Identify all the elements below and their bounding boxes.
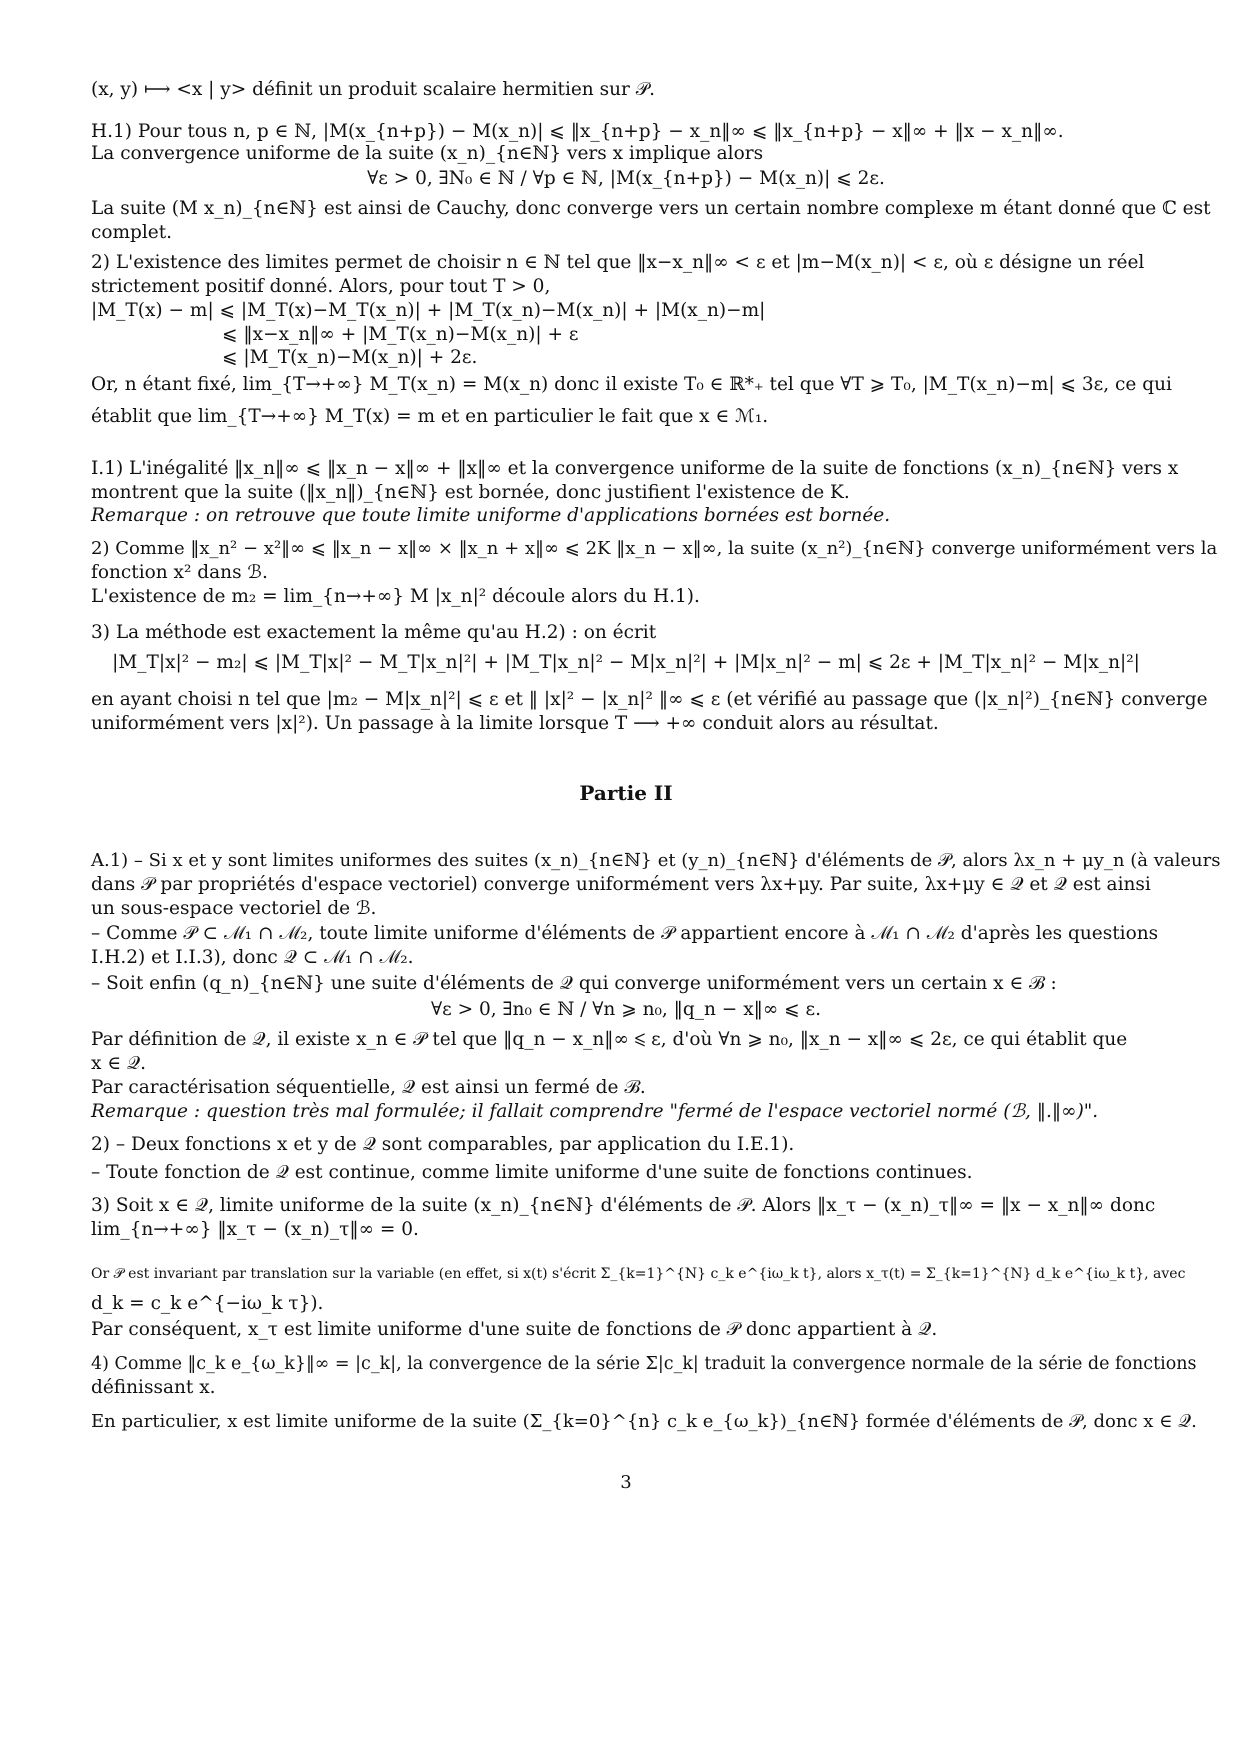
text-line: 2) Comme ‖x_n² − x²‖∞ ⩽ ‖x_n − x‖∞ × ‖x_n + x‖∞ ⩽ 2K ‖x_n − x‖∞, la suite (x_n²)_{n∈ℕ} converge uniformément vers la [91, 538, 1218, 559]
text-line: d_k = c_k e^{−iω_k τ}). [91, 1293, 324, 1314]
section-H1-line: H.1) Pour tous n, p ∈ ℕ, |M(x_{n+p}) − M(x_n)| ⩽ ‖x_{n+p} − x_n‖∞ ⩽ ‖x_{n+p} − x‖∞ + ‖x − x_n‖∞. [91, 121, 1064, 142]
remark-line: Remarque : on retrouve que toute limite uniforme d'applications bornées est bornée. [91, 505, 891, 526]
section-title: Partie II [579, 781, 673, 805]
text-line: établit que lim_{T→+∞} M_T(x) = m et en particulier le fait que x ∈ ℳ₁. [91, 406, 769, 427]
text-line: La convergence uniforme de la suite (x_n)_{n∈ℕ} vers x implique alors [91, 143, 764, 164]
text-line: I.H.2) et I.I.3), donc 𝒬 ⊂ ℳ₁ ∩ ℳ₂. [91, 947, 414, 968]
text-line: 3) Soit x ∈ 𝒬, limite uniforme de la suite (x_n)_{n∈ℕ} d'éléments de 𝒫. Alors ‖x_τ − (x_n)_τ‖∞ = ‖x − x_n‖∞ donc [91, 1195, 1156, 1216]
text-line: 2) – Deux fonctions x et y de 𝒬 sont comparables, par application du I.E.1). [91, 1134, 795, 1155]
text-line: uniformément vers |x|²). Un passage à la limite lorsque T ⟶ +∞ conduit alors au résultat. [91, 713, 939, 734]
text-line: dans 𝒫 par propriétés d'espace vectoriel) converge uniformément vers λx+μy. Par suite, λx+μy ∈ 𝒬 et 𝒬 est ainsi [91, 874, 1151, 895]
text-line: Par conséquent, x_τ est limite uniforme d'une suite de fonctions de 𝒫 donc appartient à 𝒬. [91, 1319, 938, 1340]
text-line: définissant x. [91, 1377, 216, 1398]
text-line: Par caractérisation séquentielle, 𝒬 est ainsi un fermé de ℬ. [91, 1077, 646, 1098]
text-line: fonction x² dans ℬ. [91, 562, 268, 583]
text-line: (x, y) ⟼ <x | y> définit un produit scalaire hermitien sur 𝒫. [91, 79, 655, 100]
text-line: Or, n étant fixé, lim_{T→+∞} M_T(x_n) = M(x_n) donc il existe T₀ ∈ ℝ*₊ tel que ∀T ⩾ T₀, |M_T(x_n)−m| ⩽ 3ε, ce qui [91, 374, 1172, 395]
text-line: – Soit enfin (q_n)_{n∈ℕ} une suite d'éléments de 𝒬 qui converge uniformément vers un certain x ∈ ℬ : [91, 973, 1057, 994]
page-number: 3 [620, 1472, 632, 1493]
text-line: strictement positif donné. Alors, pour tout T > 0, [91, 276, 551, 297]
aligned-equation-row: ⩽ |M_T(x_n)−M(x_n)| + 2ε. [222, 347, 478, 368]
display-equation: ∀ε > 0, ∃N₀ ∈ ℕ / ∀p ∈ ℕ, |M(x_{n+p}) − M(x_n)| ⩽ 2ε. [367, 168, 885, 189]
text-line: – Comme 𝒫 ⊂ ℳ₁ ∩ ℳ₂, toute limite uniforme d'éléments de 𝒫 appartient encore à ℳ₁ ∩ ℳ₂ d'après les questions [91, 923, 1159, 944]
text-line: La suite (M x_n)_{n∈ℕ} est ainsi de Cauchy, donc converge vers un certain nombre complexe m étant donné que ℂ est [91, 198, 1211, 219]
text-line: un sous-espace vectoriel de ℬ. [91, 898, 377, 919]
section-A1-line: A.1) – Si x et y sont limites uniformes des suites (x_n)_{n∈ℕ} et (y_n)_{n∈ℕ} d'éléments de 𝒫, alors λx_n + μy_n (à valeurs [91, 850, 1221, 871]
text-line: Or 𝒫 est invariant par translation sur la variable (en effet, si x(t) s'écrit Σ_{k=1}^{N} c_k e^{iω_k t}, alors x_τ(t) = Σ_{k=1}^{N} d_k e^{iω_k t}, avec [91, 1266, 1186, 1282]
text-line: en ayant choisi n tel que |m₂ − M|x_n|²| ⩽ ε et ‖ |x|² − |x_n|² ‖∞ ⩽ ε (et vérifié au passage que (|x_n|²)_{n∈ℕ} converge [91, 689, 1208, 710]
text-line: 2) L'existence des limites permet de choisir n ∈ ℕ tel que ‖x−x_n‖∞ < ε et |m−M(x_n)| < ε, où ε désigne un réel [91, 252, 1145, 273]
text-line: lim_{n→+∞} ‖x_τ − (x_n)_τ‖∞ = 0. [91, 1219, 419, 1240]
remark-line: Remarque : question très mal formulée; il fallait comprendre "fermé de l'espace vectoriel normé (ℬ, ‖.‖∞)". [91, 1101, 1099, 1122]
text-line: x ∈ 𝒬. [91, 1053, 147, 1074]
text-line: En particulier, x est limite uniforme de la suite (Σ_{k=0}^{n} c_k e_{ω_k})_{n∈ℕ} formée d'éléments de 𝒫, donc x ∈ 𝒬. [91, 1411, 1197, 1432]
text-line: montrent que la suite (‖x_n‖)_{n∈ℕ} est bornée, donc justifient l'existence de K. [91, 482, 850, 503]
aligned-equation-row: |M_T(x) − m| ⩽ |M_T(x)−M_T(x_n)| + |M_T(x_n)−M(x_n)| + |M(x_n)−m| [91, 300, 766, 321]
text-line: complet. [91, 222, 173, 243]
display-equation: ∀ε > 0, ∃n₀ ∈ ℕ / ∀n ⩾ n₀, ‖q_n − x‖∞ ⩽ ε. [430, 999, 822, 1020]
text-line: L'existence de m₂ = lim_{n→+∞} M |x_n|² découle alors du H.1). [91, 586, 700, 607]
display-equation: |M_T|x|² − m₂| ⩽ |M_T|x|² − M_T|x_n|²| + |M_T|x_n|² − M|x_n|²| + |M|x_n|² − m| ⩽ 2ε + |M_T|x_n|² − M|x_n|²| [112, 652, 1140, 673]
text-line: – Toute fonction de 𝒬 est continue, comme limite uniforme d'une suite de fonctions continues. [91, 1162, 973, 1183]
aligned-equation-row: ⩽ ‖x−x_n‖∞ + |M_T(x_n)−M(x_n)| + ε [222, 324, 579, 345]
text-line: 4) Comme ‖c_k e_{ω_k}‖∞ = |c_k|, la convergence de la série Σ|c_k| traduit la convergence normale de la série de fonctions [91, 1354, 1197, 1374]
section-I1-line: I.1) L'inégalité ‖x_n‖∞ ⩽ ‖x_n − x‖∞ + ‖x‖∞ et la convergence uniforme de la suite de fonctions (x_n)_{n∈ℕ} vers x [91, 458, 1179, 479]
text-line: 3) La méthode est exactement la même qu'au H.2) : on écrit [91, 622, 657, 643]
text-line: Par définition de 𝒬, il existe x_n ∈ 𝒫 tel que ‖q_n − x_n‖∞ ⩽ ε, d'où ∀n ⩾ n₀, ‖x_n − x‖∞ ⩽ 2ε, ce qui établit que [91, 1029, 1128, 1050]
